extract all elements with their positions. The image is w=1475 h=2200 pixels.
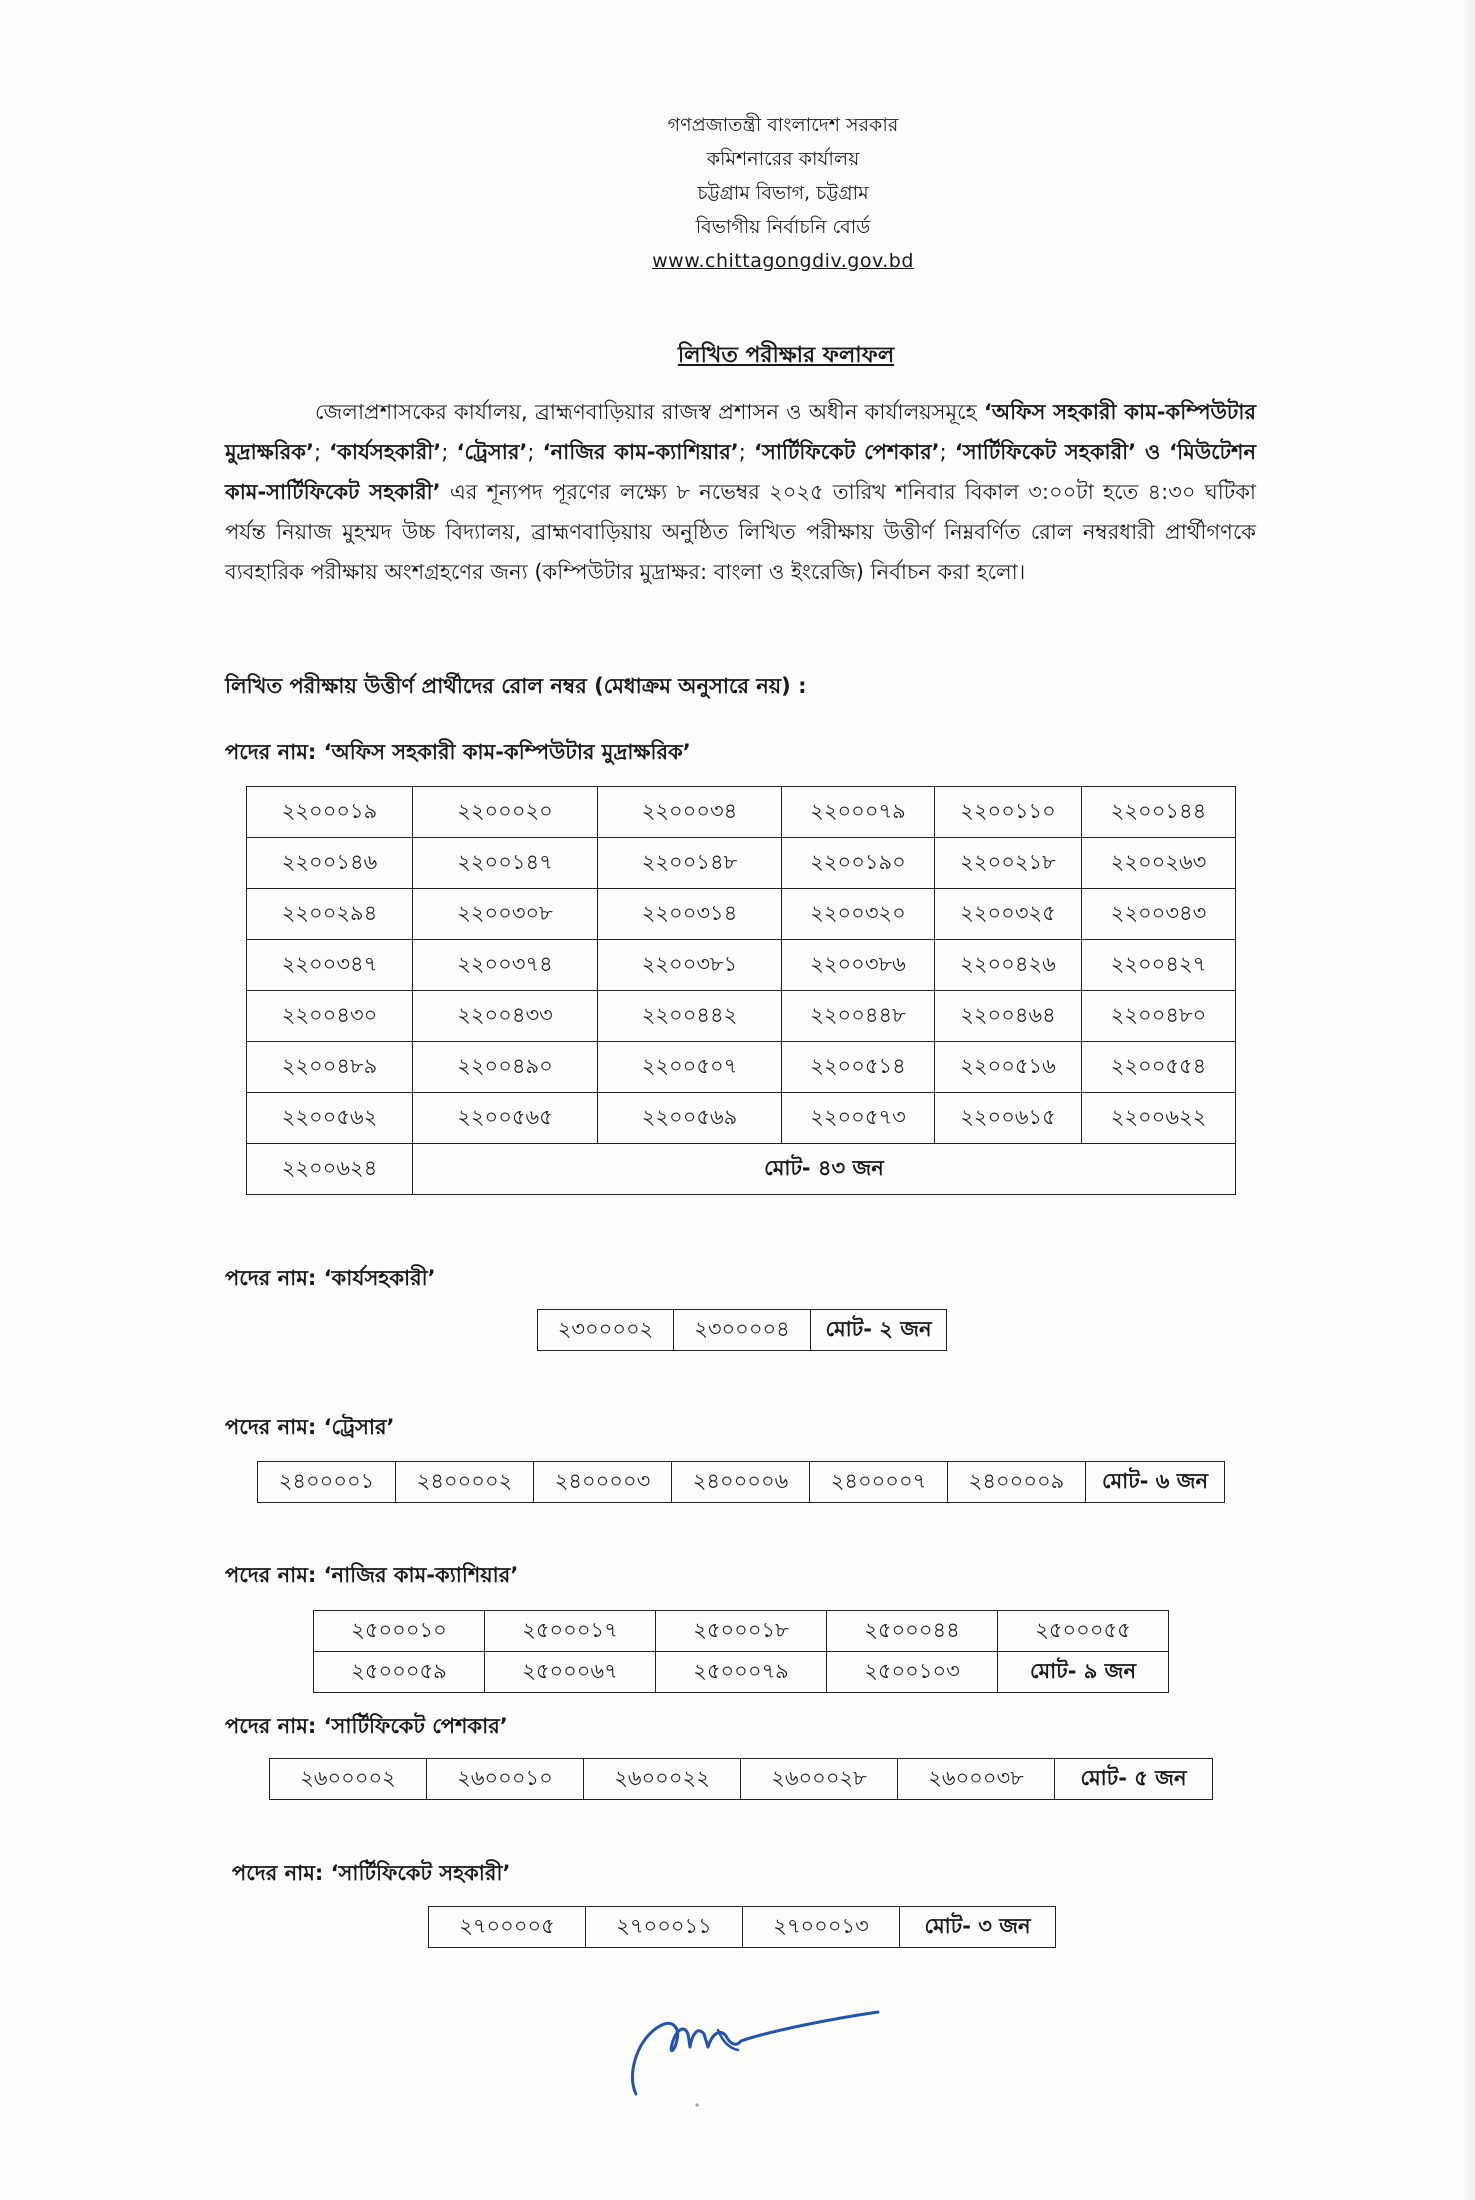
- roll-number-cell: ২৬০০০০২: [270, 1759, 427, 1800]
- roll-number-cell: ২৫০০০৭৯: [656, 1652, 827, 1693]
- roll-table-work-assistant: [537, 1309, 947, 1351]
- post-heading-certificate-assistant: পদের নাম: ‘সার্টিফিকেট সহকারী’: [232, 1861, 511, 1885]
- roll-number-cell: ২২০০১৯০: [782, 838, 935, 889]
- table-row: [314, 1652, 1169, 1693]
- post-name-emphasis: ‘ট্রেসার’: [456, 440, 528, 464]
- roll-number-cell: ২৭০০০১৩: [743, 1907, 900, 1948]
- roll-number-cell: ২২০০১৪৮: [598, 838, 782, 889]
- roll-number-cell: ২২০০৫৬২: [247, 1093, 413, 1144]
- roll-number-cell: ২২০০১৪৬: [247, 838, 413, 889]
- roll-number-cell: ২৪০০০০১: [258, 1462, 396, 1503]
- roll-number-cell: ২২০০৫১৬: [935, 1042, 1082, 1093]
- roll-table-certificate-peshkar: [269, 1758, 1213, 1800]
- roll-number-cell: ২৫০০০৬৭: [485, 1652, 656, 1693]
- table-row: [429, 1907, 1056, 1948]
- roll-number-cell: ২২০০০১৯: [247, 787, 413, 838]
- roll-number-cell: ২৭০০০০৫: [429, 1907, 586, 1948]
- roll-number-cell: ২৪০০০০২: [396, 1462, 534, 1503]
- table-row: [247, 838, 1236, 889]
- roll-number-cell: ২৪০০০০৩: [534, 1462, 672, 1503]
- roll-number-cell: ২৬০০০৩৮: [898, 1759, 1055, 1800]
- government-name: গণপ্রজাতন্ত্রী বাংলাদেশ সরকার: [667, 114, 899, 136]
- total-count-cell: মোট- ২ জন: [811, 1310, 947, 1351]
- post-heading-work-assistant: পদের নাম: ‘কার্যসহকারী’: [225, 1266, 436, 1290]
- page-edge-shadow: [1461, 0, 1475, 2200]
- roll-number-cell: ২২০০৫৭৩: [782, 1093, 935, 1144]
- total-count-cell: মোট- ৯ জন: [998, 1652, 1169, 1693]
- roll-number-cell: ২৩০০০০৪: [674, 1310, 811, 1351]
- table-row: [247, 889, 1236, 940]
- roll-number-cell: ২২০০৬২২: [1082, 1093, 1236, 1144]
- signature: [620, 2000, 900, 2112]
- roll-number-cell: ২২০০৫৬৫: [413, 1093, 598, 1144]
- total-count-cell: মোট- ৬ জন: [1086, 1462, 1225, 1503]
- roll-number-cell: ২২০০৪৩৩: [413, 991, 598, 1042]
- results-heading: লিখিত পরীক্ষায় উত্তীর্ণ প্রার্থীদের রোল নম্বর (মেধাক্রম অনুসারে নয়) :: [225, 674, 807, 698]
- roll-number-cell: ২৩০০০০২: [538, 1310, 674, 1351]
- post-heading-certificate-peshkar: পদের নাম: ‘সার্টিফিকেট পেশকার’: [225, 1714, 508, 1738]
- roll-number-cell: ২৫০০১০৩: [827, 1652, 998, 1693]
- roll-table-nazir-cashier: [313, 1610, 1169, 1693]
- roll-number-cell: ২২০০৫৫৪: [1082, 1042, 1236, 1093]
- notice-text: এর শূন্যপদ পূরণের লক্ষ্যে ৮ নভেম্বর ২০২৫ তারিখ শনিবার বিকাল ৩:০০টা হতে ৪:৩০ ঘটিকা পর্যন্ত নিয়াজ মুহম্মদ উচ্চ বিদ্যালয়, ব্রাহ্মণবাড়িয়ায় অনুষ্ঠিত লিখিত পরীক্ষায় উত্তীর্ণ নিম্নবর্ণিত রোল নম্বরধারী প্রার্থীগণকে ব্যবহারিক পরীক্ষায় অংশগ্রহণের জন্য (কম্পিউটার মুদ্রাক্ষর: বাংলা ও ইংরেজি) নির্বাচন করা হলো।: [225, 480, 1256, 584]
- roll-number-cell: ২২০০৪৩০: [247, 991, 413, 1042]
- table-row: [247, 991, 1236, 1042]
- roll-number-cell: ২২০০৩১৪: [598, 889, 782, 940]
- notice-text: ;: [441, 440, 457, 464]
- division-name: চট্টগ্রাম বিভাগ, চট্টগ্রাম: [697, 182, 869, 204]
- notice-paragraph: [225, 392, 1256, 592]
- table-row: [270, 1759, 1213, 1800]
- total-count-cell: মোট- ৪৩ জন: [413, 1144, 1236, 1195]
- post-heading-tracer: পদের নাম: ‘ট্রেসার’: [225, 1415, 395, 1439]
- roll-number-cell: ২২০০১১০: [935, 787, 1082, 838]
- roll-number-cell: ২৪০০০০৭: [810, 1462, 948, 1503]
- roll-number-cell: ২২০০১৪৪: [1082, 787, 1236, 838]
- post-name-emphasis: ‘অফিস সহকারী কাম-কম্পিউটার মুদ্রাক্ষরিক’: [225, 400, 1256, 464]
- roll-number-cell: ২২০০৩৮৬: [782, 940, 935, 991]
- letterhead: [583, 108, 983, 278]
- roll-number-cell: ২২০০৪৬৪: [935, 991, 1082, 1042]
- roll-number-cell: ২৫০০০৪৪: [827, 1611, 998, 1652]
- roll-number-cell: ২৬০০০২৮: [741, 1759, 898, 1800]
- roll-number-cell: ২২০০৩৭৪: [413, 940, 598, 991]
- signature-stroke: [632, 2012, 878, 2094]
- post-heading-nazir-cashier: পদের নাম: ‘নাজির কাম-ক্যাশিয়ার’: [225, 1563, 519, 1587]
- roll-table-certificate-assistant: [428, 1906, 1056, 1948]
- table-row: [247, 787, 1236, 838]
- roll-number-cell: ২২০০৩০৮: [413, 889, 598, 940]
- notice-text: ;: [939, 440, 955, 464]
- roll-number-cell: ২২০০৩৪৭: [247, 940, 413, 991]
- roll-number-cell: ২২০০৪৯০: [413, 1042, 598, 1093]
- roll-number-cell: ২২০০৪২৬: [935, 940, 1082, 991]
- roll-number-cell: ২২০০৪২৭: [1082, 940, 1236, 991]
- post-heading-office-assistant: পদের নাম: ‘অফিস সহকারী কাম-কম্পিউটার মুদ্রাক্ষরিক’: [225, 740, 691, 764]
- notice-text: ;: [738, 440, 754, 464]
- roll-number-cell: ২২০০৬১৫: [935, 1093, 1082, 1144]
- roll-number-cell: ২৭০০০১১: [586, 1907, 743, 1948]
- roll-number-cell: ২২০০৩২৫: [935, 889, 1082, 940]
- notice-text: ;: [313, 440, 330, 464]
- table-row: [247, 1042, 1236, 1093]
- roll-number-cell: ২২০০২৬৩: [1082, 838, 1236, 889]
- roll-number-cell: ২২০০৪৮৯: [247, 1042, 413, 1093]
- table-row: [247, 1144, 1236, 1195]
- post-name-emphasis: ‘নাজির কাম-ক্যাশিয়ার’: [542, 440, 739, 464]
- notice-text: ;: [527, 440, 543, 464]
- roll-number-cell: ২২০০০২০: [413, 787, 598, 838]
- roll-number-cell: ২৫০০০১০: [314, 1611, 485, 1652]
- document-title: লিখিত পরীক্ষার ফলাফল: [677, 343, 895, 368]
- table-row: [538, 1310, 947, 1351]
- roll-number-cell: ২২০০৪৪২: [598, 991, 782, 1042]
- roll-number-cell: ২২০০৫১৪: [782, 1042, 935, 1093]
- website-text: www.chittagongdiv.gov.bd: [652, 250, 914, 272]
- notice-text: জেলাপ্রশাসকের কার্যালয়, ব্রাহ্মণবাড়িয়ার রাজস্ব প্রশাসন ও অধীন কার্যালয়সমূহে: [315, 400, 984, 424]
- post-name-emphasis: ‘সার্টিফিকেট পেশকার’: [754, 440, 940, 464]
- table-row: [314, 1611, 1169, 1652]
- post-name-emphasis: ‘কার্যসহকারী’: [329, 440, 442, 464]
- total-count-cell: মোট- ৫ জন: [1055, 1759, 1213, 1800]
- roll-number-cell: ২৬০০০১০: [427, 1759, 584, 1800]
- roll-number-cell: ২২০০২১৮: [935, 838, 1082, 889]
- roll-number-cell: ২৫০০০৫৯: [314, 1652, 485, 1693]
- roll-number-cell: ২২০০৩২০: [782, 889, 935, 940]
- roll-number-cell: ২৫০০০১৭: [485, 1611, 656, 1652]
- roll-table-tracer: [257, 1461, 1225, 1503]
- table-row: [247, 1093, 1236, 1144]
- roll-number-cell: ২২০০৫০৭: [598, 1042, 782, 1093]
- roll-number-cell: ২২০০৪৪৮: [782, 991, 935, 1042]
- roll-number-cell: ২৫০০০৫৫: [998, 1611, 1169, 1652]
- roll-table-office-assistant: [246, 786, 1236, 1195]
- roll-number-cell: ২২০০১৪৭: [413, 838, 598, 889]
- roll-number-cell: ২২০০০৩৪: [598, 787, 782, 838]
- total-count-cell: মোট- ৩ জন: [900, 1907, 1056, 1948]
- office-name: কমিশনারের কার্যালয়: [706, 148, 860, 170]
- ink-dot: [695, 2103, 698, 2106]
- roll-number-cell: ২৫০০০১৮: [656, 1611, 827, 1652]
- roll-number-cell: ২৪০০০০৯: [948, 1462, 1086, 1503]
- roll-number-cell: ২২০০০৭৯: [782, 787, 935, 838]
- roll-number-cell: ২২০০৪৮০: [1082, 991, 1236, 1042]
- roll-number-cell: ২২০০৩৮১: [598, 940, 782, 991]
- roll-number-cell: ২২০০৩৪৩: [1082, 889, 1236, 940]
- board-name: বিভাগীয় নির্বাচনি বোর্ড: [695, 216, 871, 238]
- table-row: [247, 940, 1236, 991]
- roll-number-cell: ২৪০০০০৬: [672, 1462, 810, 1503]
- table-row: [258, 1462, 1225, 1503]
- roll-number-cell: ২২০০৬২৪: [247, 1144, 413, 1195]
- post-name-emphasis: ‘সার্টিফিকেট সহকারী’ ও ‘মিউটেশন কাম-সার্টিফিকেট সহকারী’: [225, 440, 1256, 504]
- roll-number-cell: ২২০০২৯৪: [247, 889, 413, 940]
- roll-number-cell: ২৬০০০২২: [584, 1759, 741, 1800]
- roll-number-cell: ২২০০৫৬৯: [598, 1093, 782, 1144]
